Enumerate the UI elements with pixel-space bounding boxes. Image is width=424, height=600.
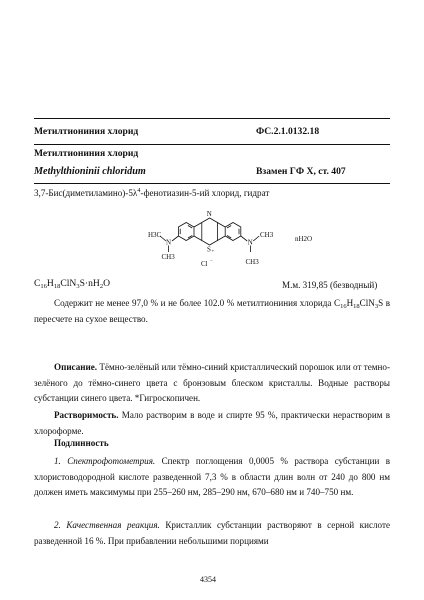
page-number: 4354 — [200, 575, 216, 584]
content-paragraph: Содержит не менее 97,0 % и не более 102.0 % метилтиониния хлорида $C_{16}H_{18}ClN_3S$ в пересчете на сухое вещество. — [34, 298, 391, 324]
chemical-name: $3,7-Бис(диметиламино)-5\lambda^4-фенотиазин-5-ий$ хлорид, гидрат — [34, 187, 270, 198]
right-methyl-top: CH3 — [260, 231, 274, 239]
authenticity-heading: Подлинность — [54, 438, 109, 448]
molecular-mass: М.м. 319,85 (безводный) — [282, 280, 378, 290]
monograph-name-header: Метилтиониния хлорид — [34, 126, 139, 137]
svg-text:+: + — [211, 249, 215, 255]
chloride-counterion: Cl — [201, 260, 208, 268]
monograph-code: ФС.2.1.0132.18 — [256, 126, 320, 137]
solubility-label: Растворимость. — [54, 410, 119, 420]
molecular-formula: $C_{16}H_{18}ClN_3S\cdot nH_2O$ — [34, 278, 111, 290]
test-2-paragraph: 2. Качественная реакция. Кристаллик субстанции растворяют в серной кислоте разведенной 16 %. При прибавлении небольшими порциями — [34, 520, 390, 546]
test-1-label: 1. Спектрофотометрия. — [54, 456, 156, 466]
hydrate-label: nH2O — [295, 235, 313, 243]
right-methyl-bottom: CH3 — [245, 258, 259, 266]
test-1-paragraph: 1. Спектрофотометрия. Спектр поглощения 0,0005 % раствора субстанции в хлористоводородной кислоте разведенной 7,3 % в области длин волн от 240 до 800 нм должен иметь максимумы при 255–260 нм, 285–290 нм, 670–680 нм и 740–750 нм. — [34, 456, 390, 497]
monograph-name-latin: Methylthioninii chloridum — [34, 166, 146, 177]
left-methyl-bottom: CH3 — [161, 253, 175, 261]
solubility-paragraph: Растворимость. Мало растворим в воде и спирте 95 %, практически нерастворим в хлороформе. — [34, 410, 390, 436]
svg-text:−: − — [210, 259, 213, 265]
ring-s-atom: S — [207, 245, 211, 254]
left-n-atom: N — [166, 238, 172, 247]
test-2-label: 2. Качественная реакция. — [54, 520, 160, 530]
description-label: Описание. — [54, 362, 98, 372]
right-n-atom: N — [247, 238, 253, 247]
monograph-name-ru: Метилтиониния хлорид — [34, 148, 139, 159]
replaces-note: Взамен ГФ X, ст. 407 — [256, 166, 346, 177]
left-methyl-top: H3C — [148, 231, 162, 239]
description-paragraph: Описание. Тёмно-зелёный или тёмно-синий кристаллический порошок или от темно-зелёного до тёмно-синего цвета с бронзовым блеском кристаллы. Водные растворы субстанции синего цвета. *Гигроскопичен. — [34, 362, 390, 403]
ring-n-atom: N — [206, 210, 212, 218]
